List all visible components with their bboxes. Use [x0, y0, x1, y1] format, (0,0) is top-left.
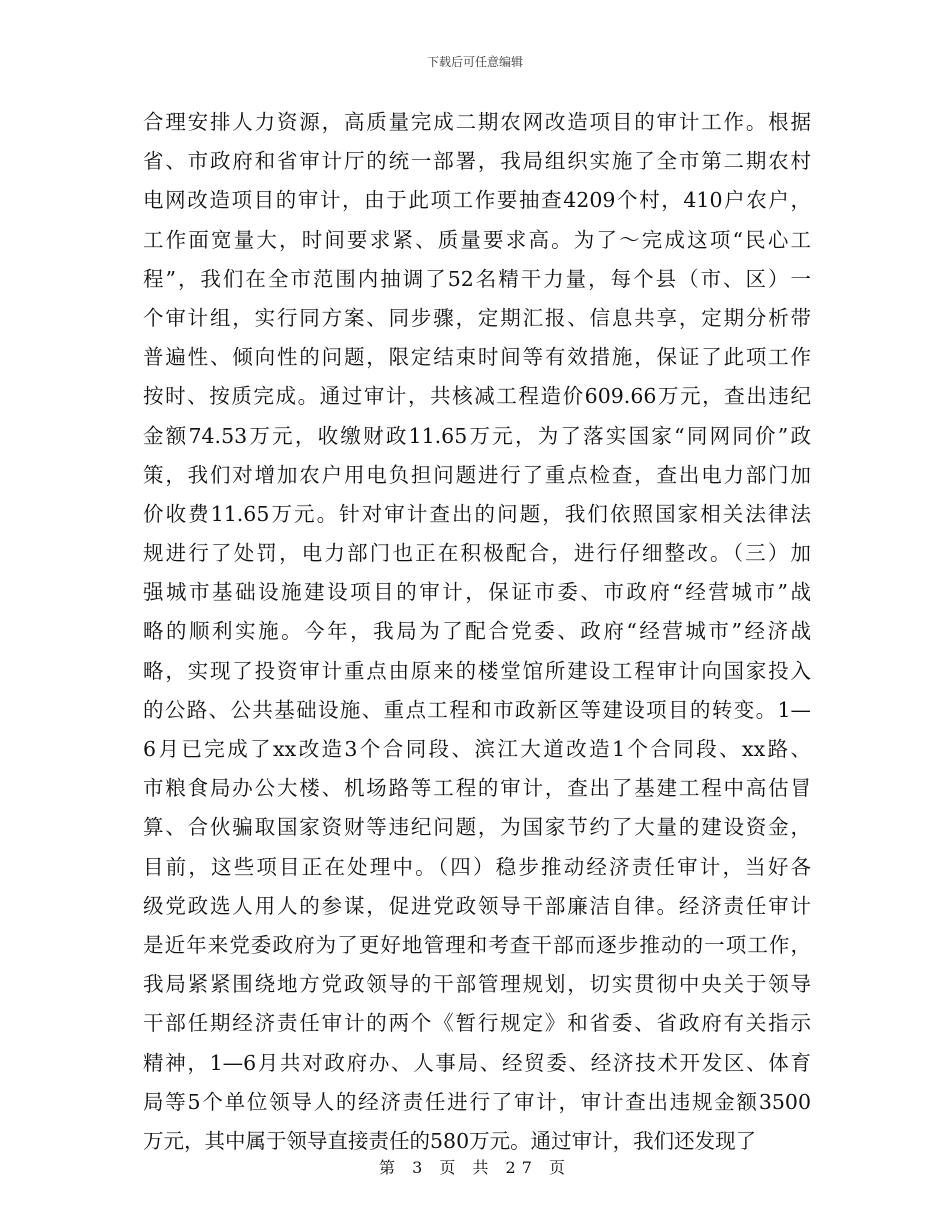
body-line: 我局紧紧围绕地方党政领导的干部管理规划，切实贯彻中央关于领导 — [143, 972, 811, 997]
body-line: 电网改造项目的审计，由于此项工作要抽查4209个村，410户农户， — [143, 188, 811, 213]
body-line: 万元，其中属于领导直接责任的580万元。通过审计，我们还发现了 — [143, 1128, 757, 1153]
body-line: 略，实现了投资审计重点由原来的楼堂馆所建设工程审计向国家投入 — [143, 658, 811, 683]
body-line: 程”，我们在全市范围内抽调了52名精干力量，每个县（市、区）一 — [143, 266, 811, 291]
body-line: 精神，1—6月共对政府办、人事局、经贸委、经济技术开发区、体育 — [143, 1050, 811, 1075]
body-line: 目前，这些项目正在处理中。（四）稳步推动经济责任审计，当好各 — [143, 854, 811, 879]
body-line: 普遍性、倾向性的问题，限定结束时间等有效措施，保证了此项工作 — [143, 345, 811, 370]
body-line: 按时、按质完成。通过审计，共核减工程造价609.66万元，查出违纪 — [143, 384, 811, 409]
body-line: 工作面宽量大，时间要求紧、质量要求高。为了～完成这项“民心工 — [143, 227, 811, 252]
body-line: 强城市基础设施建设项目的审计，保证市委、市政府“经营城市”战 — [143, 580, 811, 605]
body-line: 的公路、公共基础设施、重点工程和市政新区等建设项目的转变。1— — [143, 697, 811, 722]
body-line: 6月已完成了xx改造3个合同段、滨江大道改造1个合同段、xx路、 — [143, 737, 811, 761]
body-line: 个审计组，实行同方案、同步骤，定期汇报、信息共享，定期分析带 — [143, 305, 811, 330]
body-line: 级党政选人用人的参谋，促进党政领导干部廉洁自律。经济责任审计 — [143, 893, 811, 918]
body-line: 算、合伙骗取国家资财等违纪问题，为国家节约了大量的建设资金， — [143, 815, 811, 840]
body-line: 是近年来党委政府为了更好地管理和考查干部而逐步推动的一项工作， — [143, 932, 811, 957]
body-line: 合理安排人力资源，高质量完成二期农网改造项目的审计工作。根据 — [143, 110, 811, 134]
body-line: 市粮食局办公大楼、机场路等工程的审计，查出了基建工程中高估冒 — [143, 776, 811, 801]
document-body — [143, 103, 811, 1161]
body-line: 策，我们对增加农户用电负担问题进行了重点检查，查出电力部门加 — [143, 462, 811, 487]
body-line: 干部任期经济责任审计的两个《暂行规定》和省委、省政府有关指示 — [143, 1011, 811, 1036]
body-line: 金额74.53万元，收缴财政11.65万元，为了落实国家“同网同价”政 — [143, 423, 811, 448]
body-line: 省、市政府和省审计厅的统一部署，我局组织实施了全市第二期农村 — [143, 149, 811, 174]
body-line: 规进行了处罚，电力部门也正在积极配合，进行仔细整改。（三）加 — [143, 541, 811, 566]
page-footer: 第 3 页 共 27 页 — [379, 1158, 571, 1177]
body-line: 局等5个单位领导人的经济责任进行了审计，审计查出违规金额3500 — [143, 1089, 811, 1114]
body-line: 价收费11.65万元。针对审计查出的问题，我们依照国家相关法律法 — [143, 501, 811, 526]
body-line: 略的顺利实施。今年，我局为了配合党委、政府“经营城市”经济战 — [143, 619, 811, 644]
page-header: 下载后可任意编辑 — [426, 55, 523, 69]
